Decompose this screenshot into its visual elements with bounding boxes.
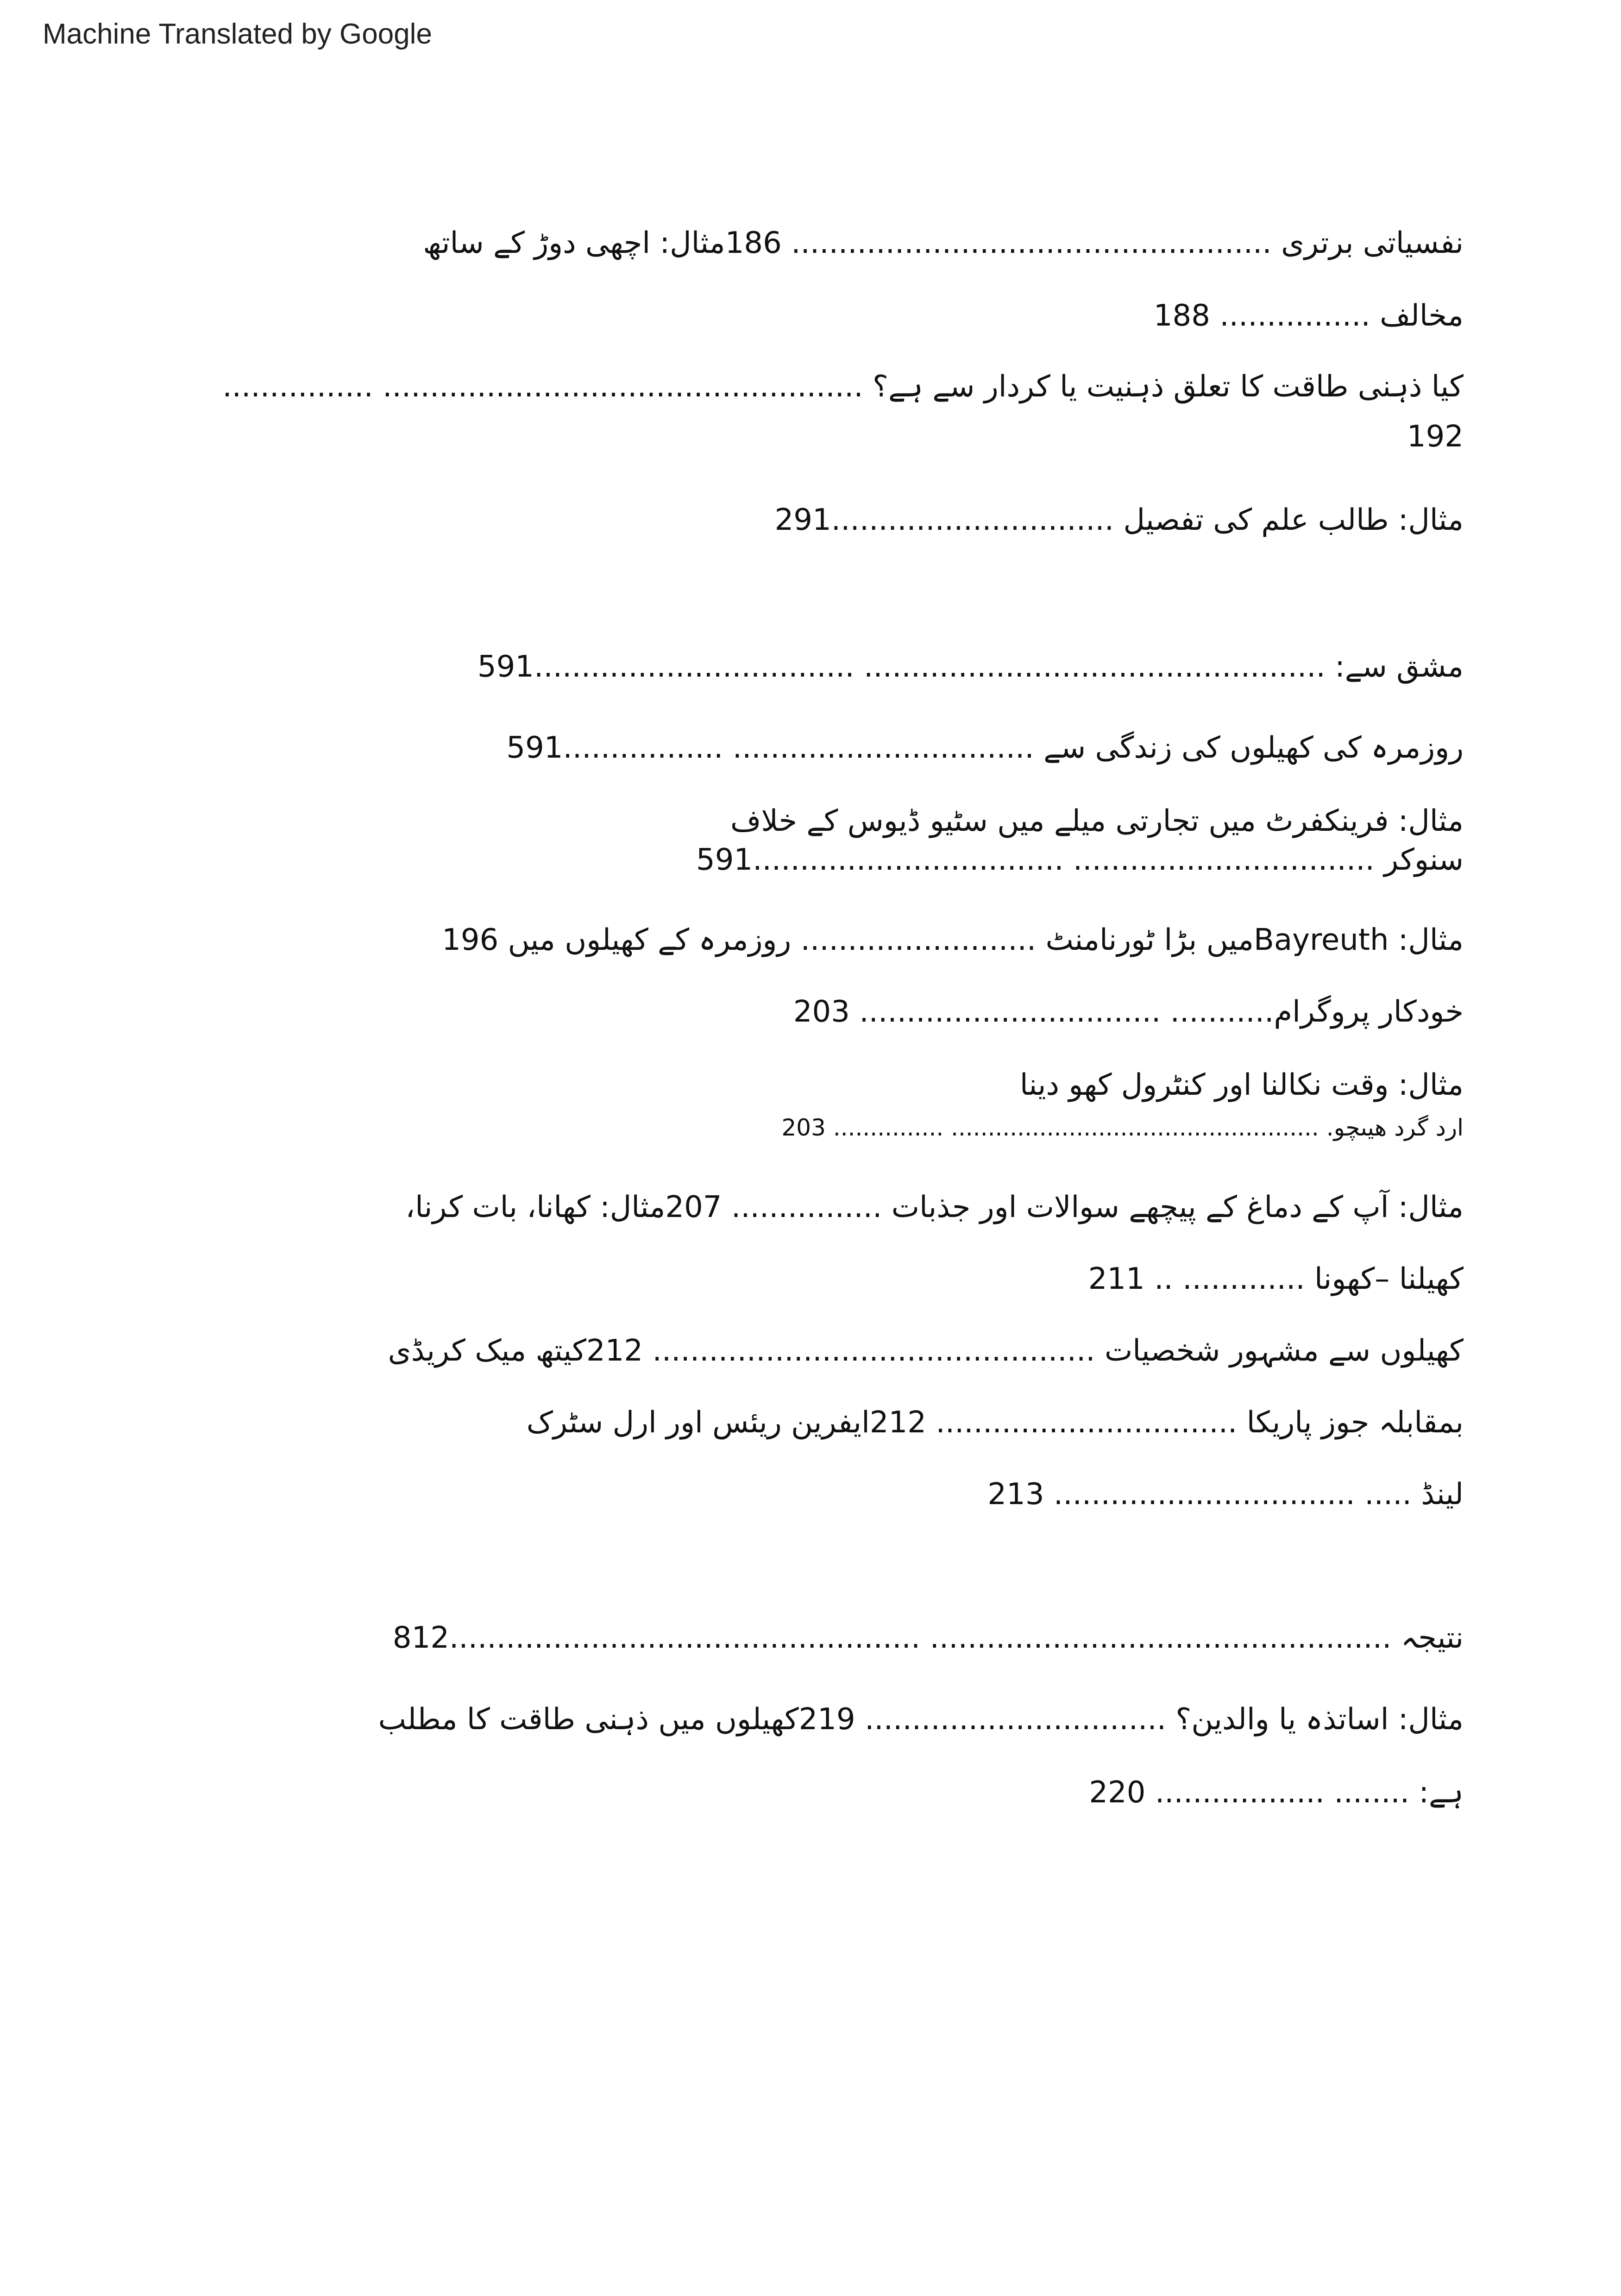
toc-entry: خودکار پروگرام........... ................................ 203 bbox=[793, 995, 1464, 1029]
toc-entry: بمقابلہ جوز پاریکا ................................ 212ایفرین ریئس اور ارل سٹرک bbox=[526, 1405, 1464, 1440]
toc-entry: لینڈ ..... ................................ 213 bbox=[987, 1477, 1464, 1512]
toc-entry: مثال: آپ کے دماغ کے پیچھے سوالات اور جذبات ................ 207مثال: کھانا، بات کرنا، bbox=[405, 1190, 1464, 1224]
toc-entry: نتیجہ ................................................. ..................................................812 bbox=[392, 1621, 1464, 1655]
toc-entry: مخالف ................ 188 bbox=[1153, 299, 1464, 333]
toc-entry: مثال: طالب علم کی تفصیل ..............................291 bbox=[774, 503, 1464, 537]
toc-entry: روزمرہ کی کھیلوں کی زندگی سے ................................ .................591 bbox=[506, 731, 1464, 765]
toc-entry: سنوکر ................................ .................................591 bbox=[696, 843, 1464, 877]
toc-entry: مشق سے: ................................................. ..................................591 bbox=[477, 650, 1464, 684]
toc-entry: ارد گرد ھیںچو. .................................................. ............... 203 bbox=[781, 1114, 1464, 1141]
toc-entry: کھیلوں سے مشہور شخصیات ............................................... 212کیتھ میک کریڈی bbox=[388, 1334, 1464, 1368]
toc-entry: مثال: Bayreuthمیں بڑا ٹورنامنٹ ......................... روزمرہ کے کھیلوں میں 196 bbox=[442, 923, 1464, 957]
toc-entry: کیا ذہنی طاقت کا تعلق ذہنیت یا کردار سے ہے؟ ................................................... ................ bbox=[222, 370, 1464, 404]
toc-entry: کھیلنا –کھونا ............. .. 211 bbox=[1088, 1262, 1464, 1296]
toc-entry: مثال: فرینکفرٹ میں تجارتی میلے میں سٹیو ڈیوس کے خلاف bbox=[730, 804, 1464, 838]
table-of-contents bbox=[181, 0, 1464, 2296]
toc-entry: نفسیاتی برتری ................................................... 186مثال: اچھی دوڑ کے ساتھ bbox=[423, 226, 1464, 260]
toc-entry: مثال: اساتذہ یا والدین؟ ................................ 219کھیلوں میں ذہنی طاقت کا مطلب bbox=[378, 1702, 1464, 1737]
toc-entry: ہے: ........ .................. 220 bbox=[1089, 1775, 1464, 1810]
toc-entry: مثال: وقت نکالنا اور کنٹرول کھو دینا bbox=[1019, 1068, 1464, 1102]
machine-translation-banner: Machine Translated by Google bbox=[43, 18, 432, 50]
toc-entry-page: 192 bbox=[1407, 420, 1464, 454]
